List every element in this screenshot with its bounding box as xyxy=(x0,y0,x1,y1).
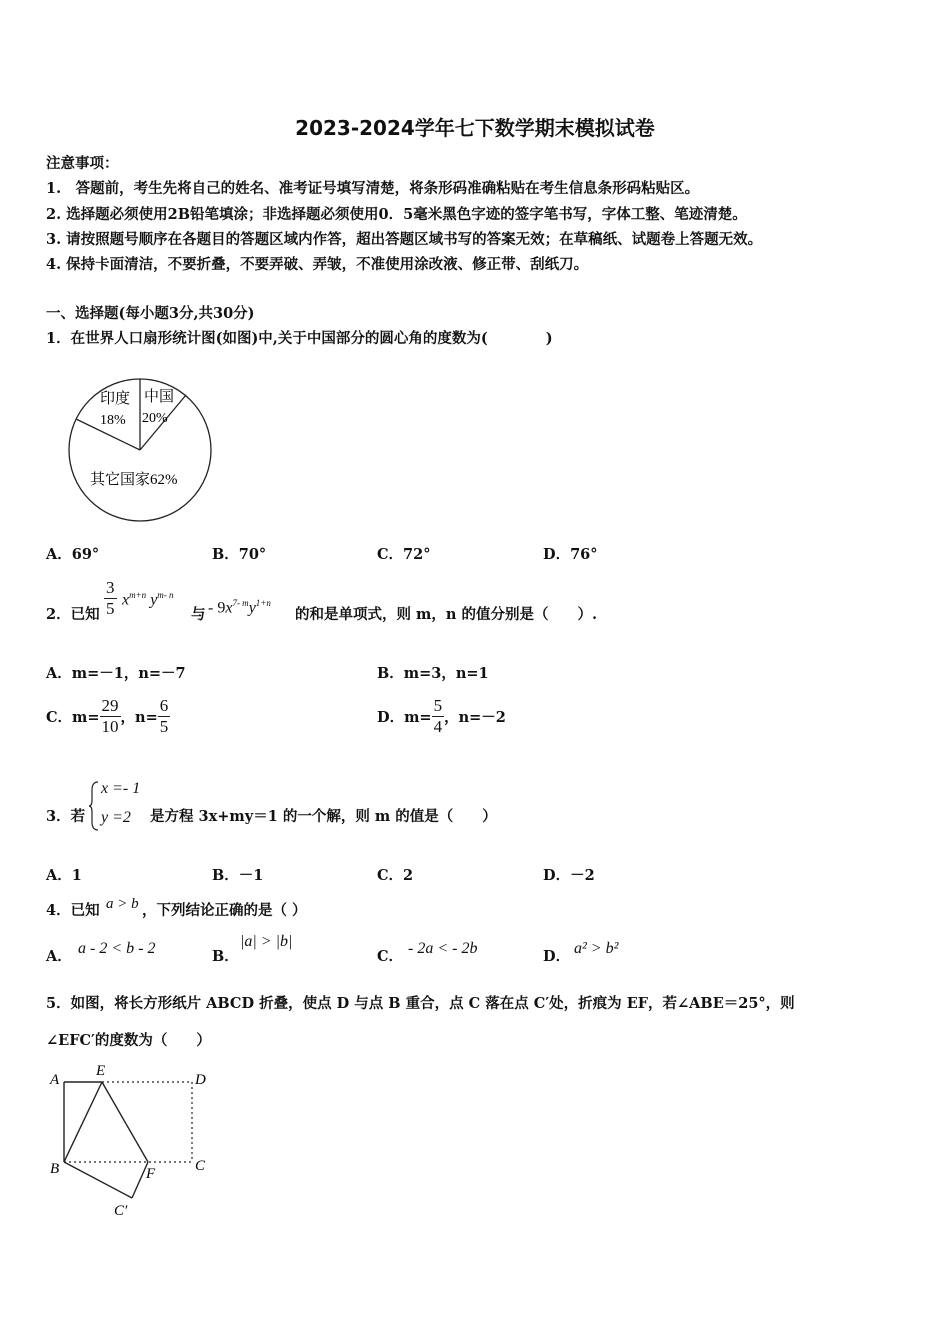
q4-suffix: ，下列结论正确的是（ ） xyxy=(142,902,307,919)
q2-option-d: D．m= $\frac{5}{4}$ ，n=－2 xyxy=(377,696,506,736)
point-label-c-prime: C′ xyxy=(114,1203,128,1219)
q3-eq2: y =2 xyxy=(101,809,131,826)
q4-option-c-expr: - 2a < - 2b xyxy=(408,940,478,957)
notice-item-4: 4. 保持卡面清洁，不要折叠，不要弄破、弄皱，不准使用涂改液、修正带、刮纸刀。 xyxy=(46,256,589,273)
notice-item-2: 2. 选择题必须使用2B铅笔填涂；非选择题必须使用0．5毫米黑色字迹的签字笔书写，字体工整、笔迹清楚。 xyxy=(46,206,747,223)
q1-stem: 1．在世界人口扇形统计图(如图)中,关于中国部分的圆心角的度数为( ) xyxy=(46,330,553,347)
q3-eq1: x =- 1 xyxy=(101,780,141,797)
q2-suffix: 的和是单项式，则 m，n 的值分别是（ ）. xyxy=(295,606,598,623)
q1-option-b: B．70° xyxy=(212,546,267,563)
q4-option-d-expr: a² > b² xyxy=(574,940,619,957)
q2-prefix: 2．已知 xyxy=(46,606,100,623)
q3-option-d: D．－2 xyxy=(543,867,595,884)
q2-fraction: $\frac{3}{5}$ xyxy=(106,578,115,618)
notice-item-3: 3. 请按照题号顺序在各题目的答题区域内作答，超出答题区域书写的答案无效；在草稿纸、试题卷上答题无效。 xyxy=(46,231,763,248)
q3-brace xyxy=(88,780,100,832)
q2-option-a: A．m=－1，n=－7 xyxy=(46,665,186,682)
q1-option-c: C．72° xyxy=(377,546,431,563)
pie-label-china: 中国 xyxy=(144,389,175,405)
q1-option-d: D．76° xyxy=(543,546,598,563)
point-label-f: F xyxy=(146,1166,156,1182)
q3-option-c: C．2 xyxy=(377,867,414,884)
q2-term1: $x^{m+n}$ $y^{m- n}$ xyxy=(122,590,174,609)
q4-option-d-label: D． xyxy=(543,948,571,965)
q2-mid: 与 xyxy=(191,606,206,623)
notice-item-1: 1. 答题前，考生先将自己的姓名、准考证号填写清楚，将条形码准确粘贴在考生信息条形码粘贴区。 xyxy=(46,180,700,197)
q4-option-c-label: C． xyxy=(377,948,404,965)
q3-option-b: B．－1 xyxy=(212,867,264,884)
point-label-a: A xyxy=(50,1072,60,1088)
pie-label-india-pct: 18% xyxy=(100,413,126,428)
q1-pie-chart xyxy=(60,372,220,527)
q4-option-a-expr: a - 2 < b - 2 xyxy=(78,940,156,957)
q2-option-b: B．m=3，n=1 xyxy=(377,665,489,682)
q4-prefix: 4．已知 xyxy=(46,902,100,919)
page-title: 2023-2024学年七下数学期末模拟试卷 xyxy=(295,116,655,140)
pie-label-other: 其它国家62% xyxy=(90,472,178,488)
q4-option-a-label: A． xyxy=(46,948,72,965)
point-label-e: E xyxy=(96,1063,106,1079)
q4-condition: a > b xyxy=(106,896,139,912)
q3-suffix: 是方程 3x+my＝1 的一个解，则 m 的值是（ ） xyxy=(150,808,497,825)
q2-option-c: C．m= $\frac{29}{10}$ ，n= $\frac{6}{5}$ xyxy=(46,696,169,736)
q1-option-a: A．69° xyxy=(46,546,100,563)
pie-label-india: 印度 xyxy=(100,391,131,407)
q4-option-b-label: B． xyxy=(212,948,239,965)
pie-label-china-pct: 20% xyxy=(142,411,168,426)
q5-diagram xyxy=(40,1060,230,1220)
point-label-b: B xyxy=(50,1161,60,1177)
q5-line2: ∠EFC′的度数为（ ） xyxy=(46,1032,211,1049)
q4-option-b-expr: |a| > |b| xyxy=(240,933,293,950)
notice-heading: 注意事项： xyxy=(46,155,119,172)
q3-option-a: A．1 xyxy=(46,867,82,884)
q3-prefix: 3．若 xyxy=(46,808,86,825)
point-label-d: D xyxy=(195,1072,206,1088)
point-label-c: C xyxy=(195,1158,206,1174)
section-heading: 一、选择题(每小题3分,共30分) xyxy=(46,305,255,322)
q5-line1: 5．如图，将长方形纸片 ABCD 折叠，使点 D 与点 B 重合，点 C 落在点 C′处，折痕为 EF，若∠ABE＝25°，则 xyxy=(46,995,795,1012)
q2-term2: - $9x^{7- m}y^{1+n}$ xyxy=(208,598,271,617)
